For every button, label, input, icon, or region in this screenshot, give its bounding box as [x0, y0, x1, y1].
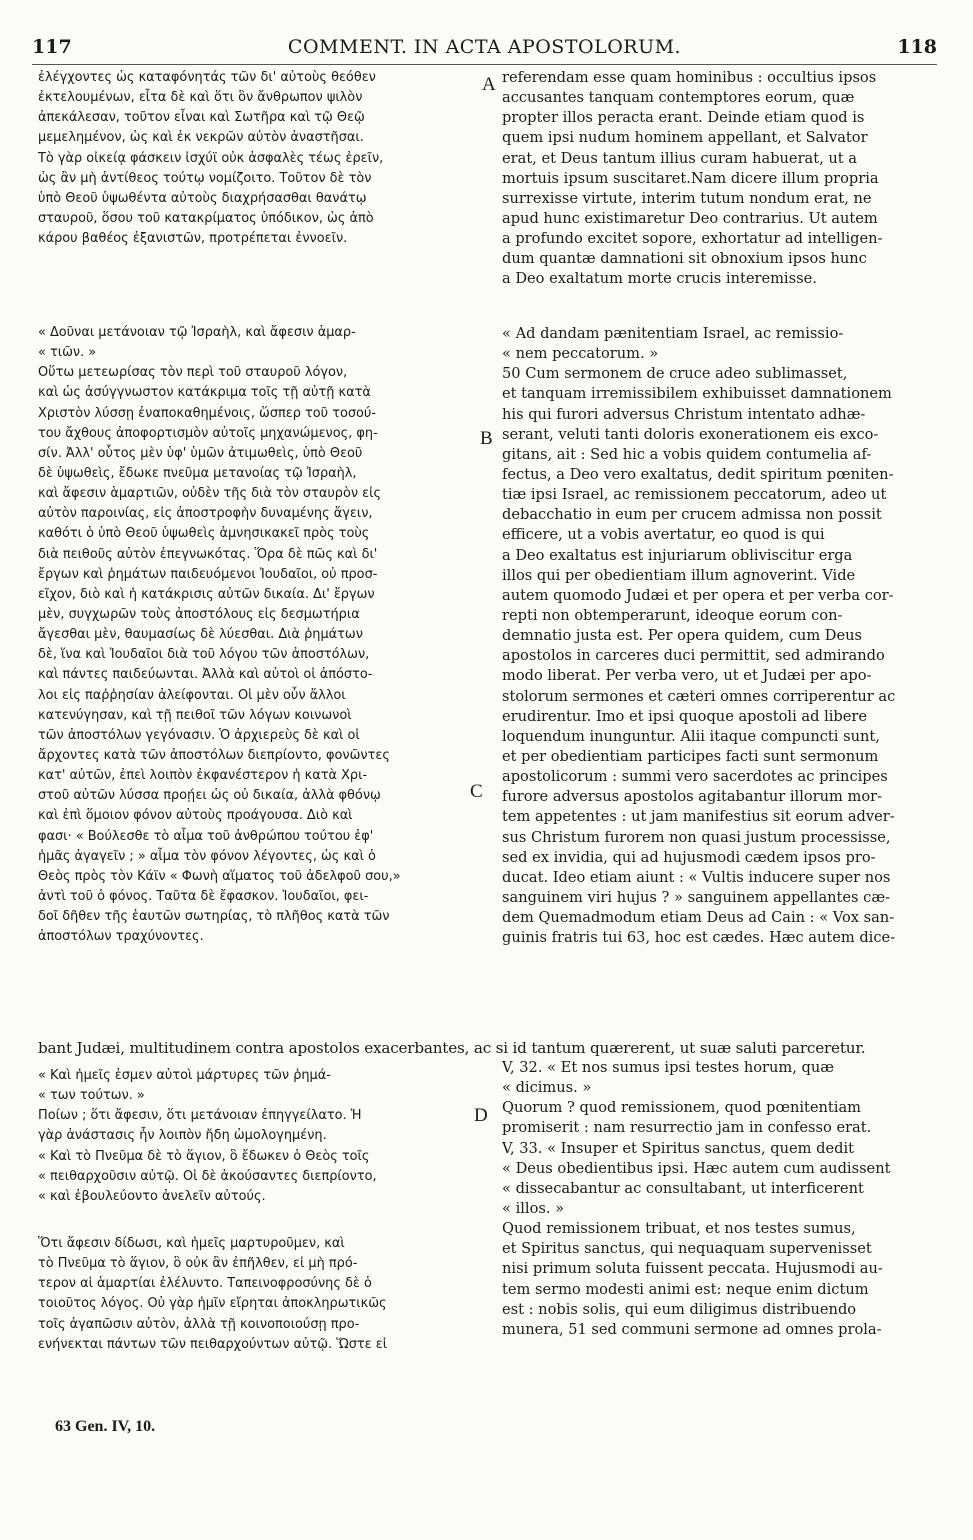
right-text-line: « Ad dandam pænitentiam Israel, ac remissio-	[502, 325, 844, 342]
margin-marker-c: C	[470, 781, 483, 802]
left-text-line: καὶ ἐπὶ ὅμοιον φόνον αὐτοὺς προάγουσα. Διὸ καὶ	[38, 808, 353, 824]
right-text-line: guinis fratris tui 63, hoc est cædes. Hæc autem dice-	[502, 929, 896, 947]
right-text-line: modo liberat. Per verba vero, ut et Judæi per apo-	[502, 667, 872, 685]
right-text-line: apostolos in carceres duci permittit, sed admirando	[502, 647, 885, 665]
left-text-line: σταυροῦ, ὅσου τοῦ κατακρίματος ὑπόδικον, ὡς ἀπὸ	[38, 210, 374, 226]
right-text-line: apostolicorum : summi vero sacerdotes ac principes	[502, 768, 888, 786]
left-text-line: δὲ, ἵνα καὶ Ἰουδαῖοι διὰ τοῦ λόγου τῶν ἀποστόλων,	[38, 647, 370, 663]
right-text-line: dum quantæ damnationi sit obnoxium ipsos hunc	[502, 250, 867, 268]
left-text-line: « Καὶ ἡμεῖς ἐσμεν αὐτοὶ μάρτυρες τῶν ῥημά-	[38, 1068, 331, 1083]
left-text-line: ἀπεκάλεσαν, τοῦτον εἶναι καὶ Σωτῆρα καὶ τῷ Θεῷ	[38, 110, 365, 126]
page-number-right: 118	[897, 36, 937, 58]
left-text-line: καὶ ὡς ἀσύγγνωστον κατάκριμα τοῖς τῇ αὐτῇ κατὰ	[38, 385, 371, 401]
right-text-line: autem quomodo Judæi et per opera et per verba cor-	[502, 586, 894, 604]
left-text-line: ἐλέγχοντες ὡς καταφόνητάς τῶν δι' αὐτοὺς θεόθεν	[38, 70, 376, 85]
right-text-line: tem appetentes : ut jam manifestius sit eorum adver-	[502, 808, 895, 826]
right-text-line: et per obedientiam participes facti sunt sermonum	[502, 747, 879, 765]
left-text-line: Οὕτω μετεωρίσας τὸν περὶ τοῦ σταυροῦ λόγον,	[38, 365, 348, 381]
right-text-line: « dissecabantur ac consultabant, ut interficerent	[502, 1179, 864, 1197]
right-text-line: apud hunc existimaretur Deo contrarius. Ut autem	[502, 209, 878, 227]
right-text-line: referendam esse quam hominibus : occultius ipsos	[502, 69, 877, 86]
right-text-line: loquendum inunguntur. Alii itaque compuncti sunt,	[502, 727, 880, 745]
left-text-line: μεμελημένον, ὡς καὶ ἐκ νεκρῶν αὐτὸν ἀναστῆσαι.	[38, 130, 364, 146]
left-text-line: κατ' αὐτῶν, ἐπεὶ λοιπὸν ἐκφανέστερον ἡ κατὰ Χρι-	[38, 768, 368, 784]
left-text-line: « Καὶ τὸ Πνεῦμα δὲ τὸ ἅγιον, ὃ ἔδωκεν ὁ Θεὸς τοῖς	[38, 1148, 370, 1164]
left-text-line: αὐτὸν παροινίας, εἰς ἀποστροφὴν δυναμένης ἄγειν,	[38, 506, 373, 522]
left-text-line: τερον αἱ ἁμαρτίαι ἐλέλυντο. Ταπεινοφροσύνης δὲ ὁ	[38, 1276, 372, 1292]
left-text-line: τῶν ἀποστόλων γεγόνασιν. Ὁ ἀρχιερεὺς δὲ καὶ οἱ	[38, 727, 360, 743]
right-text-line: accusantes tanquam contemptores eorum, quæ	[502, 89, 855, 107]
right-text-line: surrexisse virtute, interim tutum nondum erat, ne	[502, 189, 872, 207]
latin-column	[502, 68, 936, 1418]
right-text-line: tiæ ipsi Israel, ac remissionem peccatorum, adeo ut	[502, 486, 887, 504]
left-text-line: καὶ πάντες παιδεύωνται. Ἀλλὰ καὶ αὐτοὶ οἱ ἀπόστο-	[38, 667, 373, 683]
left-text-line: δὲ ὑψωθεὶς, ἔδωκε πνεῦμα μετανοίας τῷ Ἰσραὴλ,	[38, 465, 357, 481]
right-text-line: his qui furori adversus Christum intentato adhæ-	[502, 405, 866, 423]
left-text-line: τοῖς ἀγαπῶσιν αὐτὸν, ἀλλὰ τῇ κοινοποιούσῃ προ-	[38, 1316, 360, 1332]
right-text-line: demnatio justa est. Per opera quidem, cum Deus	[502, 627, 863, 645]
right-text-line: sus Christum furorem non quasi justum processisse,	[502, 828, 891, 846]
left-paragraph-block	[38, 1066, 377, 1207]
left-text-line: καθότι ὁ ὑπὸ Θεοῦ ὑψωθεὶς ἀμνησικακεῖ πρὸς τοὺς	[38, 526, 370, 542]
left-text-line: ἐκτελουμένων, εἶτα δὲ καὶ ὅτι ὃν ἄνθρωπον ψιλὸν	[38, 90, 363, 106]
left-text-line: « τιῶν. »	[38, 345, 97, 361]
left-text-line: καὶ ἄφεσιν ἁμαρτιῶν, οὐδὲν τῆς διὰ τὸν σταυρὸν εἰς	[38, 486, 382, 502]
left-text-line: σίν. Ἀλλ' οὗτος μὲν ὑφ' ὑμῶν ἀτιμωθεὶς, ὑπὸ Θεοῦ	[38, 445, 363, 461]
right-text-line: sanguinem viri hujus ? » sanguinem appellantes cæ-	[502, 888, 891, 906]
page-number-left: 117	[32, 36, 72, 58]
left-text-line: ὑπὸ Θεοῦ ὑψωθέντα αὐτοὺς διαχρήσασθαι θανάτῳ	[38, 190, 367, 206]
left-text-line: ενήνεκται πάντων τῶν πειθαρχούντων αὐτῷ. Ὥστε εἰ	[38, 1336, 388, 1352]
right-text-line: et tanquam irremissibilem exhibuisset damnationem	[502, 385, 892, 403]
right-text-line: « Deus obedientibus ipsi. Hæc autem cum audissent	[502, 1159, 891, 1177]
right-text-line: a profundo excitet sopore, exhortatur ad intelligen-	[502, 230, 883, 248]
right-paragraph-block	[502, 68, 882, 290]
right-text-line: ducat. Ideo etiam aiunt : « Vultis inducere super nos	[502, 868, 891, 886]
right-paragraph-block	[502, 1058, 890, 1340]
left-paragraph-block	[38, 68, 383, 249]
left-text-line: του ἄχθους ἀποφορτισμὸν αὐτοῖς μηχανώμενος, φη-	[38, 425, 378, 441]
left-text-line: ἄρχοντες κατὰ τῶν ἀποστόλων διεπρίοντο, φονῶντες	[38, 747, 390, 763]
left-text-line: στοῦ αὐτῶν λύσσα προῄει ὡς οὐ δικαία, ἀλλὰ φθόνῳ	[38, 788, 381, 804]
left-text-line: « Δοῦναι μετάνοιαν τῷ Ἰσραὴλ, καὶ ἄφεσιν ἁμαρ-	[38, 325, 356, 340]
right-text-line: et Spiritus sanctus, qui nequaquam supervenisset	[502, 1240, 872, 1258]
right-text-line: furore adversus apostolos agitabantur illorum mor-	[502, 788, 883, 806]
right-text-line: gitans, ait : Sed hic a vobis quidem contumelia af-	[502, 445, 872, 463]
left-text-line: Ποίων ; ὅτι ἄφεσιν, ὅτι μετάνοιαν ἐπηγγείλατο. Ἡ	[38, 1108, 362, 1124]
right-text-line: mortuis ipsum suscitaret.Nam dicere illum propria	[502, 169, 879, 187]
right-text-line: 50 Cum sermonem de cruce adeo sublimasset,	[502, 365, 848, 383]
right-text-line: est : nobis solis, qui eum diligimus distribuendo	[502, 1300, 857, 1318]
right-text-line: V, 32. « Et nos sumus ipsi testes horum, quæ	[502, 1059, 834, 1076]
left-text-line: φασι· « Βούλεσθε τὸ αἷμα τοῦ ἀνθρώπου τούτου ἐφ'	[38, 828, 374, 844]
margin-marker-b: B	[480, 428, 493, 449]
left-paragraph-block	[38, 1234, 387, 1355]
margin-marker-a: A	[482, 74, 496, 95]
right-text-line: Quorum ? quod remissionem, quod pœnitentiam	[502, 1099, 861, 1117]
running-title: COMMENT. IN ACTA APOSTOLORUM.	[287, 36, 682, 58]
right-text-line: quem ipsi nudum hominem appellant, et Salvator	[502, 129, 868, 147]
left-text-line: ἀποστόλων τραχύνοντες.	[38, 929, 204, 945]
right-text-line: tem sermo modesti animi est: neque enim dictum	[502, 1280, 869, 1298]
right-text-line: serant, veluti tanti doloris exonerationem eis exco-	[502, 425, 879, 443]
page-header	[32, 36, 937, 62]
left-text-line: τὸ Πνεῦμα τὸ ἅγιον, ὃ οὐκ ἂν ἐπῆλθεν, εἰ μὴ πρό-	[38, 1256, 358, 1272]
right-text-line: propter illos peracta erant. Deinde etiam quod is	[502, 109, 865, 127]
right-text-line: efficere, ut a vobis avertatur, eo quod is qui	[502, 526, 825, 544]
left-text-line: Χριστὸν λύσσῃ ἐναποκαθημένοις, ὥσπερ τοῦ τοσού-	[38, 405, 377, 421]
left-text-line: ἀντὶ τοῦ ὁ φόνος. Ταῦτα δὲ ἔφασκον. Ἰουδαῖοι, φει-	[38, 888, 369, 904]
right-text-line: sed ex invidia, qui ad hujusmodi cædem ipsos pro-	[502, 848, 876, 866]
right-text-line: erat, et Deus tantum illius curam habuerat, ut a	[502, 149, 857, 167]
left-paragraph-block	[38, 323, 401, 947]
right-text-line: fectus, a Deo vero exaltatus, dedit spiritum pœniten-	[502, 465, 894, 483]
right-text-line: dem Quemadmodum etiam Deus ad Cain : « Vox san-	[502, 909, 895, 927]
left-text-line: διὰ πειθοῦς αὐτὸν ἐπεγνωκότας. Ὅρα δὲ πῶς καὶ δι'	[38, 546, 378, 562]
right-text-line: Quod remissionem tribuat, et nos testes sumus,	[502, 1220, 856, 1238]
left-text-line: γὰρ ἀνάστασις ἦν λοιπὸν ἤδη ὡμολογημένη.	[38, 1128, 327, 1144]
right-text-line: debacchatio in eum per crucem admissa non possit	[502, 506, 882, 524]
left-text-line: κάρου βαθέος ἐξανιστῶν, προτρέπεται ἐννοεῖν.	[38, 231, 348, 247]
header-rule	[32, 64, 937, 65]
left-text-line: « των τούτων. »	[38, 1088, 145, 1104]
right-text-line: a Deo exaltatum morte crucis interemisse.	[502, 270, 817, 288]
left-text-line: ὡς ἂν μὴ ἀντίθεος τούτῳ νομίζοιτο. Τοῦτον δὲ τὸν	[38, 170, 372, 186]
left-text-line: Ὅτι ἄφεσιν δίδωσι, καὶ ἡμεῖς μαρτυροῦμεν, καὶ	[38, 1236, 345, 1251]
right-text-line: munera, 51 sed communi sermone ad omnes prola-	[502, 1320, 882, 1338]
right-text-line: repti non obtemperarunt, ideoque eorum con-	[502, 606, 843, 624]
right-text-line: nisi primum soluta fuissent peccata. Hujusmodi au-	[502, 1260, 883, 1278]
margin-marker-d: D	[474, 1105, 488, 1126]
left-text-line: κατενύγησαν, καὶ τῇ πειθοῖ τῶν λόγων κοινωνοὶ	[38, 707, 352, 723]
right-text-line: V, 33. « Insuper et Spiritus sanctus, quem dedit	[502, 1139, 855, 1157]
right-text-line: illos qui per obedientiam illum agnoverint. Vide	[502, 566, 856, 584]
right-text-line: erudirentur. Imo et ipsi quoque apostoli ad libere	[502, 707, 868, 725]
greek-column	[38, 68, 490, 1418]
left-text-line: εῖχον, διὸ καὶ ἡ κατάκρισις αὐτῶν δικαία. Δι' ἔργων	[38, 586, 375, 602]
left-text-line: ἔργων καὶ ῥημάτων παιδευόμενοι Ἰουδαῖοι, οὐ προσ-	[38, 566, 378, 582]
left-text-line: ἡμᾶς ἀγαγεῖν ; » αἷμα τὸν φόνον λέγοντες, ὡς καὶ ὁ	[38, 848, 376, 864]
left-text-line: « πειθαρχοῦσιν αὐτῷ. Οἱ δὲ ἀκούσαντες διεπρίοντο,	[38, 1168, 377, 1184]
right-text-line: stolorum sermones et cæteri omnes corriperentur ac	[502, 687, 896, 705]
left-text-line: « καὶ ἐβουλεύοντο ἀνελεῖν αὐτούς.	[38, 1188, 266, 1204]
left-text-line: λοι εἰς παῤῥησίαν ἀλείφονται. Οἱ μὲν οὖν ἄλλοι	[38, 687, 346, 703]
left-text-line: Θεὸς πρὸς τὸν Κάϊν « Φωνὴ αἵματος τοῦ ἀδελφοῦ σου,»	[38, 868, 401, 884]
right-text-line: « illos. »	[502, 1199, 565, 1217]
right-text-line: « dicimus. »	[502, 1079, 592, 1097]
left-text-line: ἄγεσθαι μὲν, θαυμασίως δὲ λύεσθαι. Διὰ ῥημάτων	[38, 627, 363, 643]
right-text-line: a Deo exaltatus est injuriarum obliviscitur erga	[502, 546, 853, 564]
left-text-line: μὲν, συγχωρῶν τοὺς ἀποστόλους εἰς δεσμωτήρια	[38, 606, 360, 622]
footnote: 63 Gen. IV, 10.	[55, 1418, 156, 1435]
right-text-line: promiserit : nam resurrectio jam in confesso erat.	[502, 1119, 872, 1137]
left-text-line: τοιοῦτος λόγος. Οὐ γὰρ ἡμῖν εἴρηται ἀποκληρωτικῶς	[38, 1296, 387, 1312]
left-text-line: δοῖ δῆθεν τῆς ἑαυτῶν σωτηρίας, τὸ πλῆθος κατὰ τῶν	[38, 909, 390, 925]
spanning-latin-line: bant Judæi, multitudinem contra apostolos exacerbantes, ac si id tantum quærerent, ut suæ saluti parceretur.	[38, 1039, 866, 1057]
right-paragraph-block	[502, 324, 895, 948]
left-text-line: Τὸ γὰρ οἰκείᾳ φάσκειν ἰσχύϊ οὐκ ἀσφαλὲς τέως ἐρεῖν,	[38, 150, 384, 166]
right-text-line: « nem peccatorum. »	[502, 345, 659, 363]
